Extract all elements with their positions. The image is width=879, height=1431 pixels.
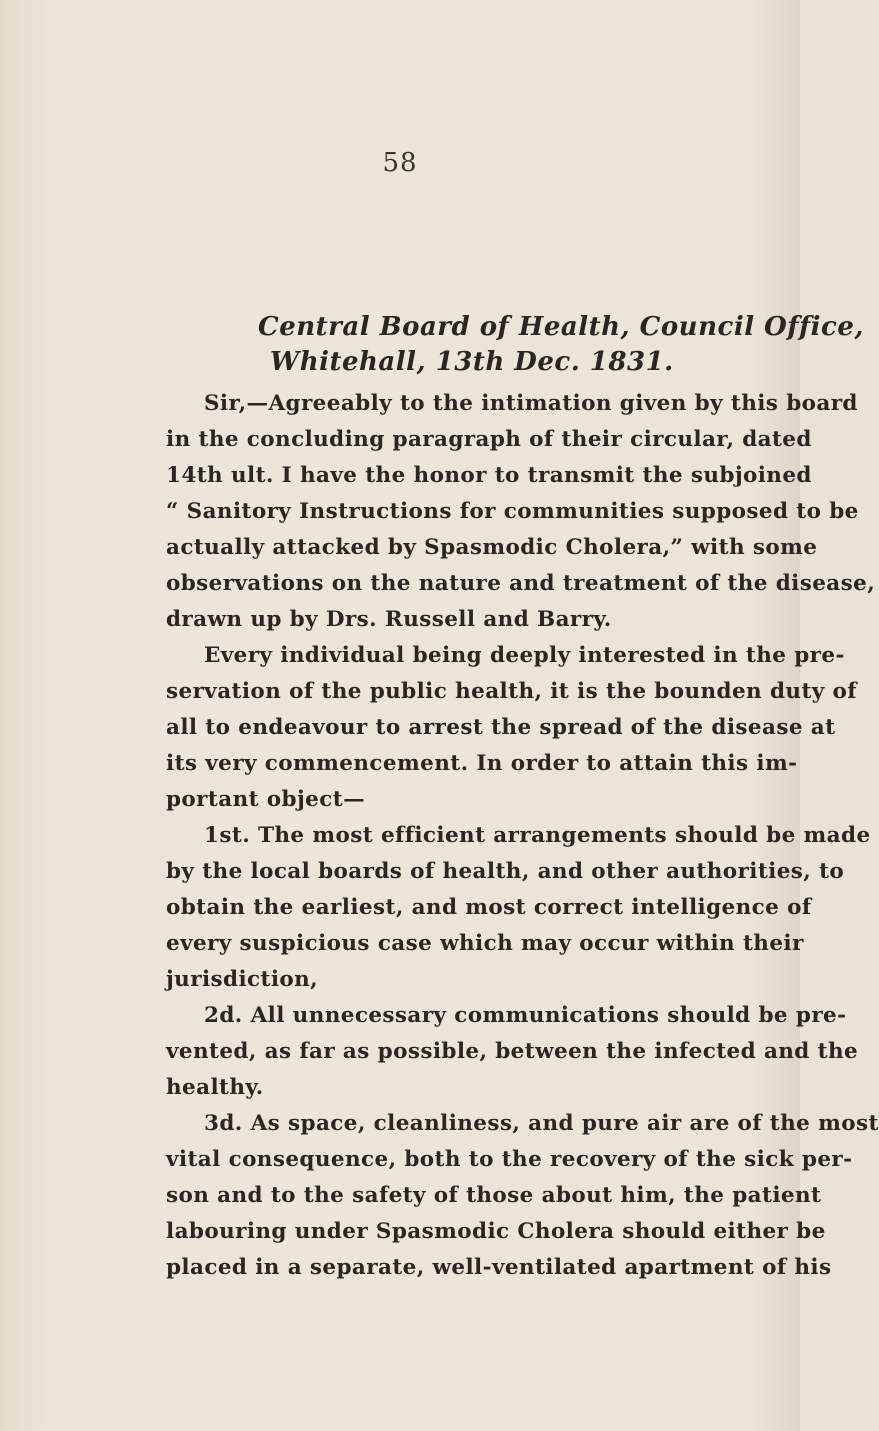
- body-line: Every individual being deeply interested in the pre-: [204, 643, 845, 668]
- body-line: placed in a separate, well-ventilated apartment of his: [166, 1255, 832, 1280]
- page-number: 58: [382, 148, 418, 178]
- body-line: 3d. As space, cleanliness, and pure air are of the most: [204, 1111, 879, 1136]
- body-line: observations on the nature and treatment of the disease,: [166, 571, 876, 596]
- body-line: healthy.: [166, 1075, 264, 1100]
- body-line: every suspicious case which may occur within their: [166, 931, 804, 956]
- body-line: servation of the public health, it is the bounden duty of: [166, 679, 857, 704]
- body-line: obtain the earliest, and most correct intelligence of: [166, 895, 812, 920]
- body-line: all to endeavour to arrest the spread of the disease at: [166, 715, 836, 740]
- body-line: vented, as far as possible, between the infected and the: [166, 1039, 859, 1064]
- body-line: its very commencement. In order to attain this im-: [166, 751, 798, 776]
- body-line: 14th ult. I have the honor to transmit the subjoined: [166, 463, 812, 488]
- body-line: actually attacked by Spasmodic Cholera,” with some: [166, 535, 818, 560]
- letter-heading-office: Central Board of Health, Council Office,: [258, 312, 864, 342]
- body-line: in the concluding paragraph of their circular, dated: [166, 427, 812, 452]
- body-line: “ Sanitory Instructions for communities supposed to be: [166, 499, 859, 524]
- body-line: drawn up by Drs. Russell and Barry.: [166, 607, 612, 632]
- body-line: Sir,—Agreeably to the intimation given by this board: [204, 391, 858, 416]
- body-line: son and to the safety of those about him, the patient: [166, 1183, 822, 1208]
- body-line: 2d. All unnecessary communications should be pre-: [204, 1003, 847, 1028]
- body-line: labouring under Spasmodic Cholera should either be: [166, 1219, 826, 1244]
- body-line: jurisdiction,: [166, 967, 319, 992]
- body-line: portant object—: [166, 787, 365, 812]
- body-line: 1st. The most efficient arrangements should be made: [204, 823, 871, 848]
- body-line: by the local boards of health, and other authorities, to: [166, 859, 845, 884]
- letter-heading-date: Whitehall, 13th Dec. 1831.: [270, 347, 674, 377]
- body-line: vital consequence, both to the recovery of the sick per-: [166, 1147, 853, 1172]
